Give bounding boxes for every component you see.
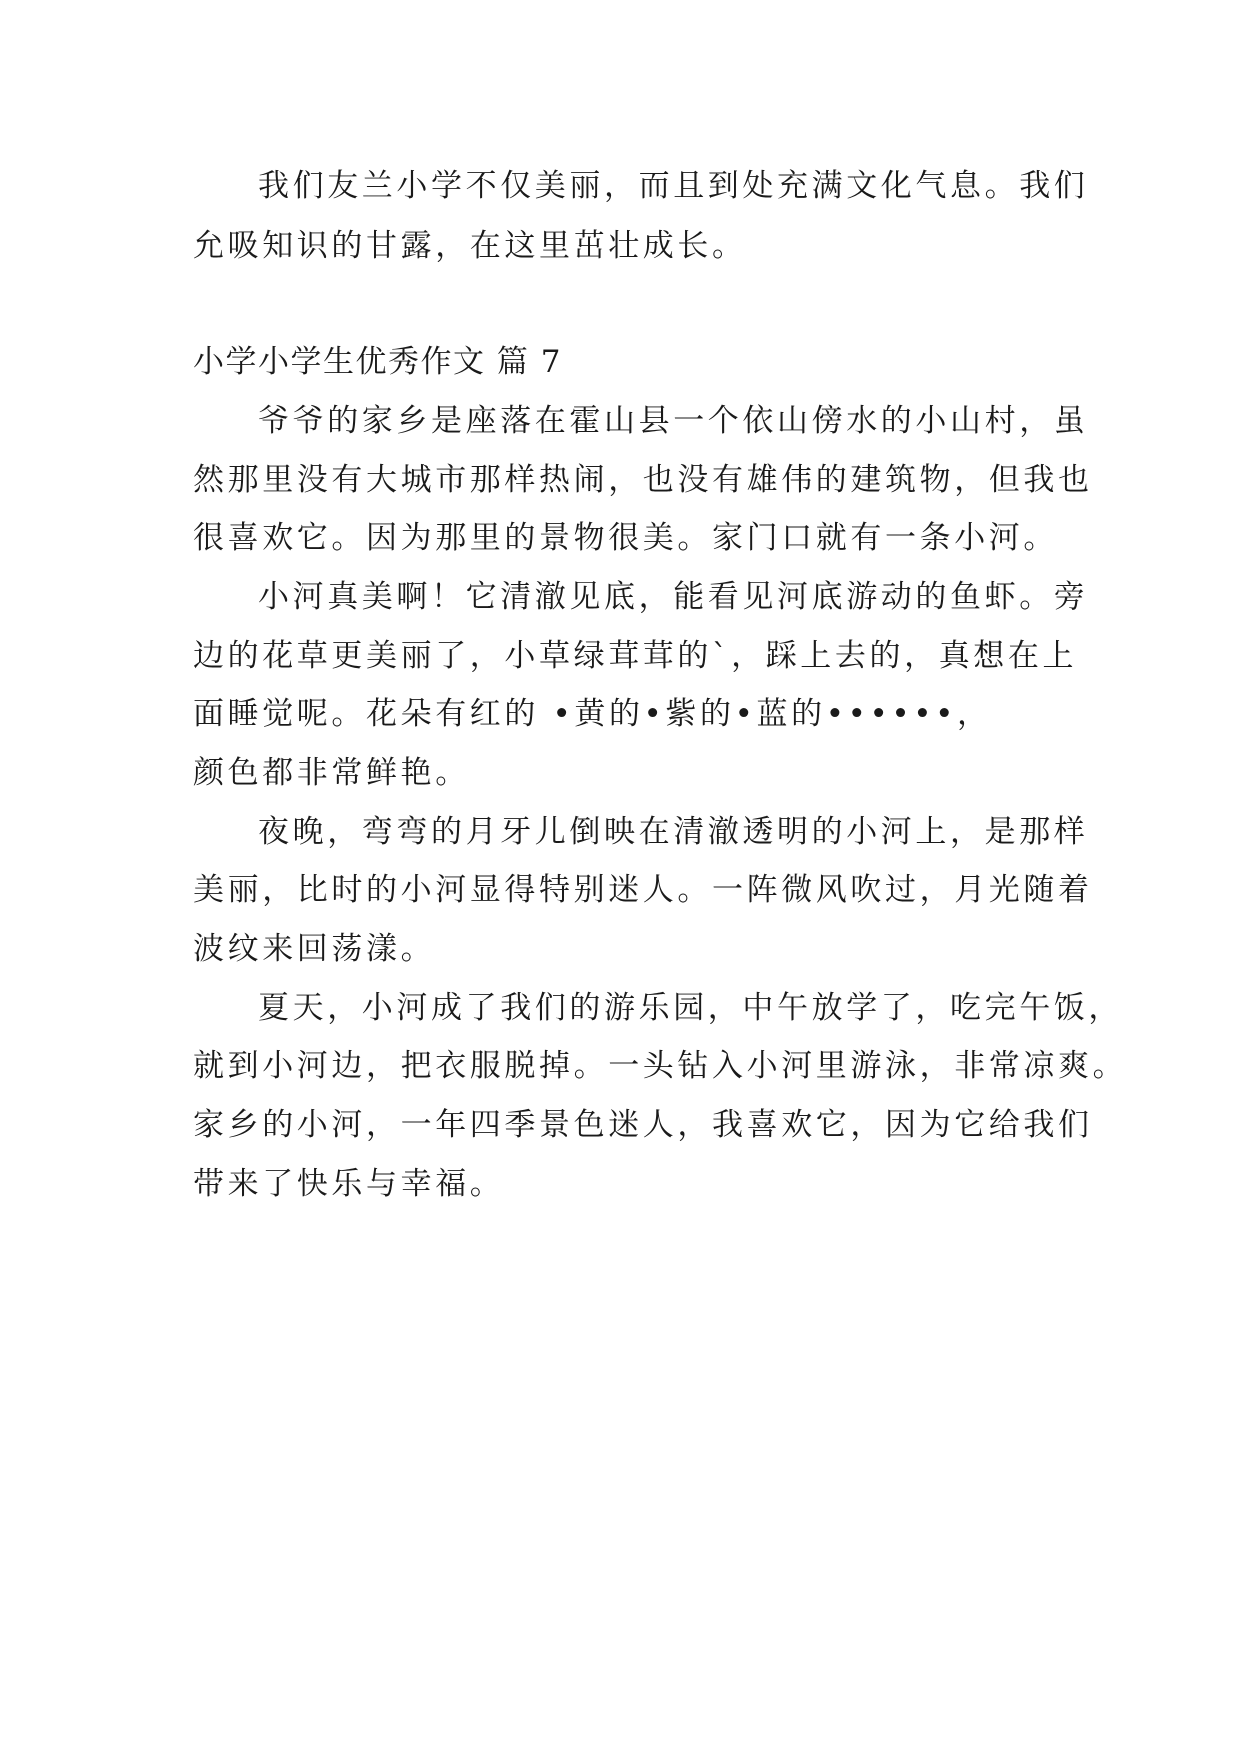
paragraph-3-line-1: 夜晚，弯弯的月牙儿倒映在清澈透明的小河上，是那样 — [258, 814, 1089, 850]
paragraph-2-line-2: 边的花草更美丽了，小草绿茸茸的`，踩上去的，真想在上 — [193, 638, 1078, 674]
paragraph-4-line-4: 带来了快乐与幸福。 — [193, 1166, 505, 1202]
section-heading: 小学小学生优秀作文 篇 7 — [193, 344, 562, 380]
paragraph-4-line-1: 夏天，小河成了我们的游乐园，中午放学了，吃完午饭， — [258, 990, 1123, 1026]
paragraph-1-line-2: 然那里没有大城市那样热闹，也没有雄伟的建筑物，但我也 — [193, 462, 1093, 498]
paragraph-3-line-3: 波纹来回荡漾。 — [193, 931, 436, 967]
paragraph-2-line-1: 小河真美啊！它清澈见底，能看见河底游动的鱼虾。旁 — [258, 579, 1089, 615]
paragraph-4-line-3: 家乡的小河，一年四季景色迷人，我喜欢它，因为它给我们 — [193, 1107, 1093, 1143]
paragraph-2-line-3: 面睡觉呢。花朵有红的 •黄的•紫的•蓝的••••••， — [193, 696, 992, 732]
paragraph-4-line-2: 就到小河边，把衣服脱掉。一头钻入小河里游泳，非常凉爽。 — [193, 1048, 1128, 1084]
paragraph-3-line-2: 美丽，比时的小河显得特别迷人。一阵微风吹过，月光随着 — [193, 872, 1093, 908]
intro-line-2: 允吸知识的甘露，在这里茁壮成长。 — [193, 228, 747, 264]
intro-line-1: 我们友兰小学不仅美丽，而且到处充满文化气息。我们 — [258, 168, 1089, 204]
paragraph-1-line-3: 很喜欢它。因为那里的景物很美。家门口就有一条小河。 — [193, 520, 1058, 556]
paragraph-2-line-4: 颜色都非常鲜艳。 — [193, 755, 470, 791]
paragraph-1-line-1: 爷爷的家乡是座落在霍山县一个依山傍水的小山村，虽 — [258, 403, 1089, 439]
